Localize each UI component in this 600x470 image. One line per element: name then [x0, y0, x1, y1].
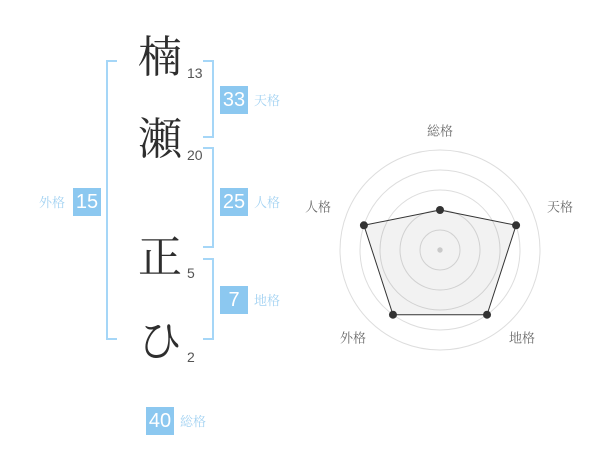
tenkaku-badge: 33: [220, 86, 248, 114]
soukaku-badge-label: 総格: [180, 414, 207, 429]
name-character-row: [136, 115, 203, 164]
radar-axis-label: 総格: [426, 123, 454, 139]
chikaku-badge: 7: [220, 286, 248, 314]
radar-axis-label: 人格: [304, 199, 332, 215]
radar-axis-label: 外格: [339, 330, 367, 346]
gaikaku-badge-label: 外格: [39, 195, 66, 210]
jinkaku-badge-label: 人格: [254, 195, 281, 210]
stroke-count: 13: [187, 65, 203, 81]
radar-data-point: [512, 221, 520, 229]
radar-chart-area: [300, 100, 600, 380]
radar-data-point: [483, 311, 491, 319]
radar-data-point: [360, 221, 368, 229]
jinkaku-badge: 25: [220, 188, 248, 216]
radar-axis-label: 天格: [546, 199, 574, 215]
stroke-count: 5: [187, 265, 195, 281]
radar-axis-label: 地格: [508, 330, 536, 346]
name-character: ひ: [138, 317, 182, 366]
radar-data-point: [436, 206, 444, 214]
gaikaku-bracket: [106, 60, 117, 340]
gaikaku-badge: 15: [73, 188, 101, 216]
name-character: 瀬: [138, 115, 182, 164]
stroke-count: 2: [187, 349, 195, 365]
chikaku-badge-label: 地格: [254, 293, 281, 308]
soukaku-badge: 40: [146, 407, 174, 435]
tenkaku-bracket: [203, 60, 214, 138]
radar-data-point: [389, 311, 397, 319]
name-character: 正: [138, 233, 182, 282]
radar-data-polygon: [364, 210, 516, 315]
tenkaku-badge-label: 天格: [254, 93, 281, 108]
chikaku-bracket: [203, 258, 214, 340]
jinkaku-bracket: [203, 147, 214, 248]
name-character-row: [136, 317, 195, 366]
radar-center-dot: [437, 247, 442, 252]
stroke-count: 20: [187, 147, 203, 163]
name-character: 楠: [138, 33, 182, 82]
radar-chart: [300, 100, 600, 380]
name-character-row: [136, 33, 203, 82]
name-character-row: [136, 233, 195, 282]
